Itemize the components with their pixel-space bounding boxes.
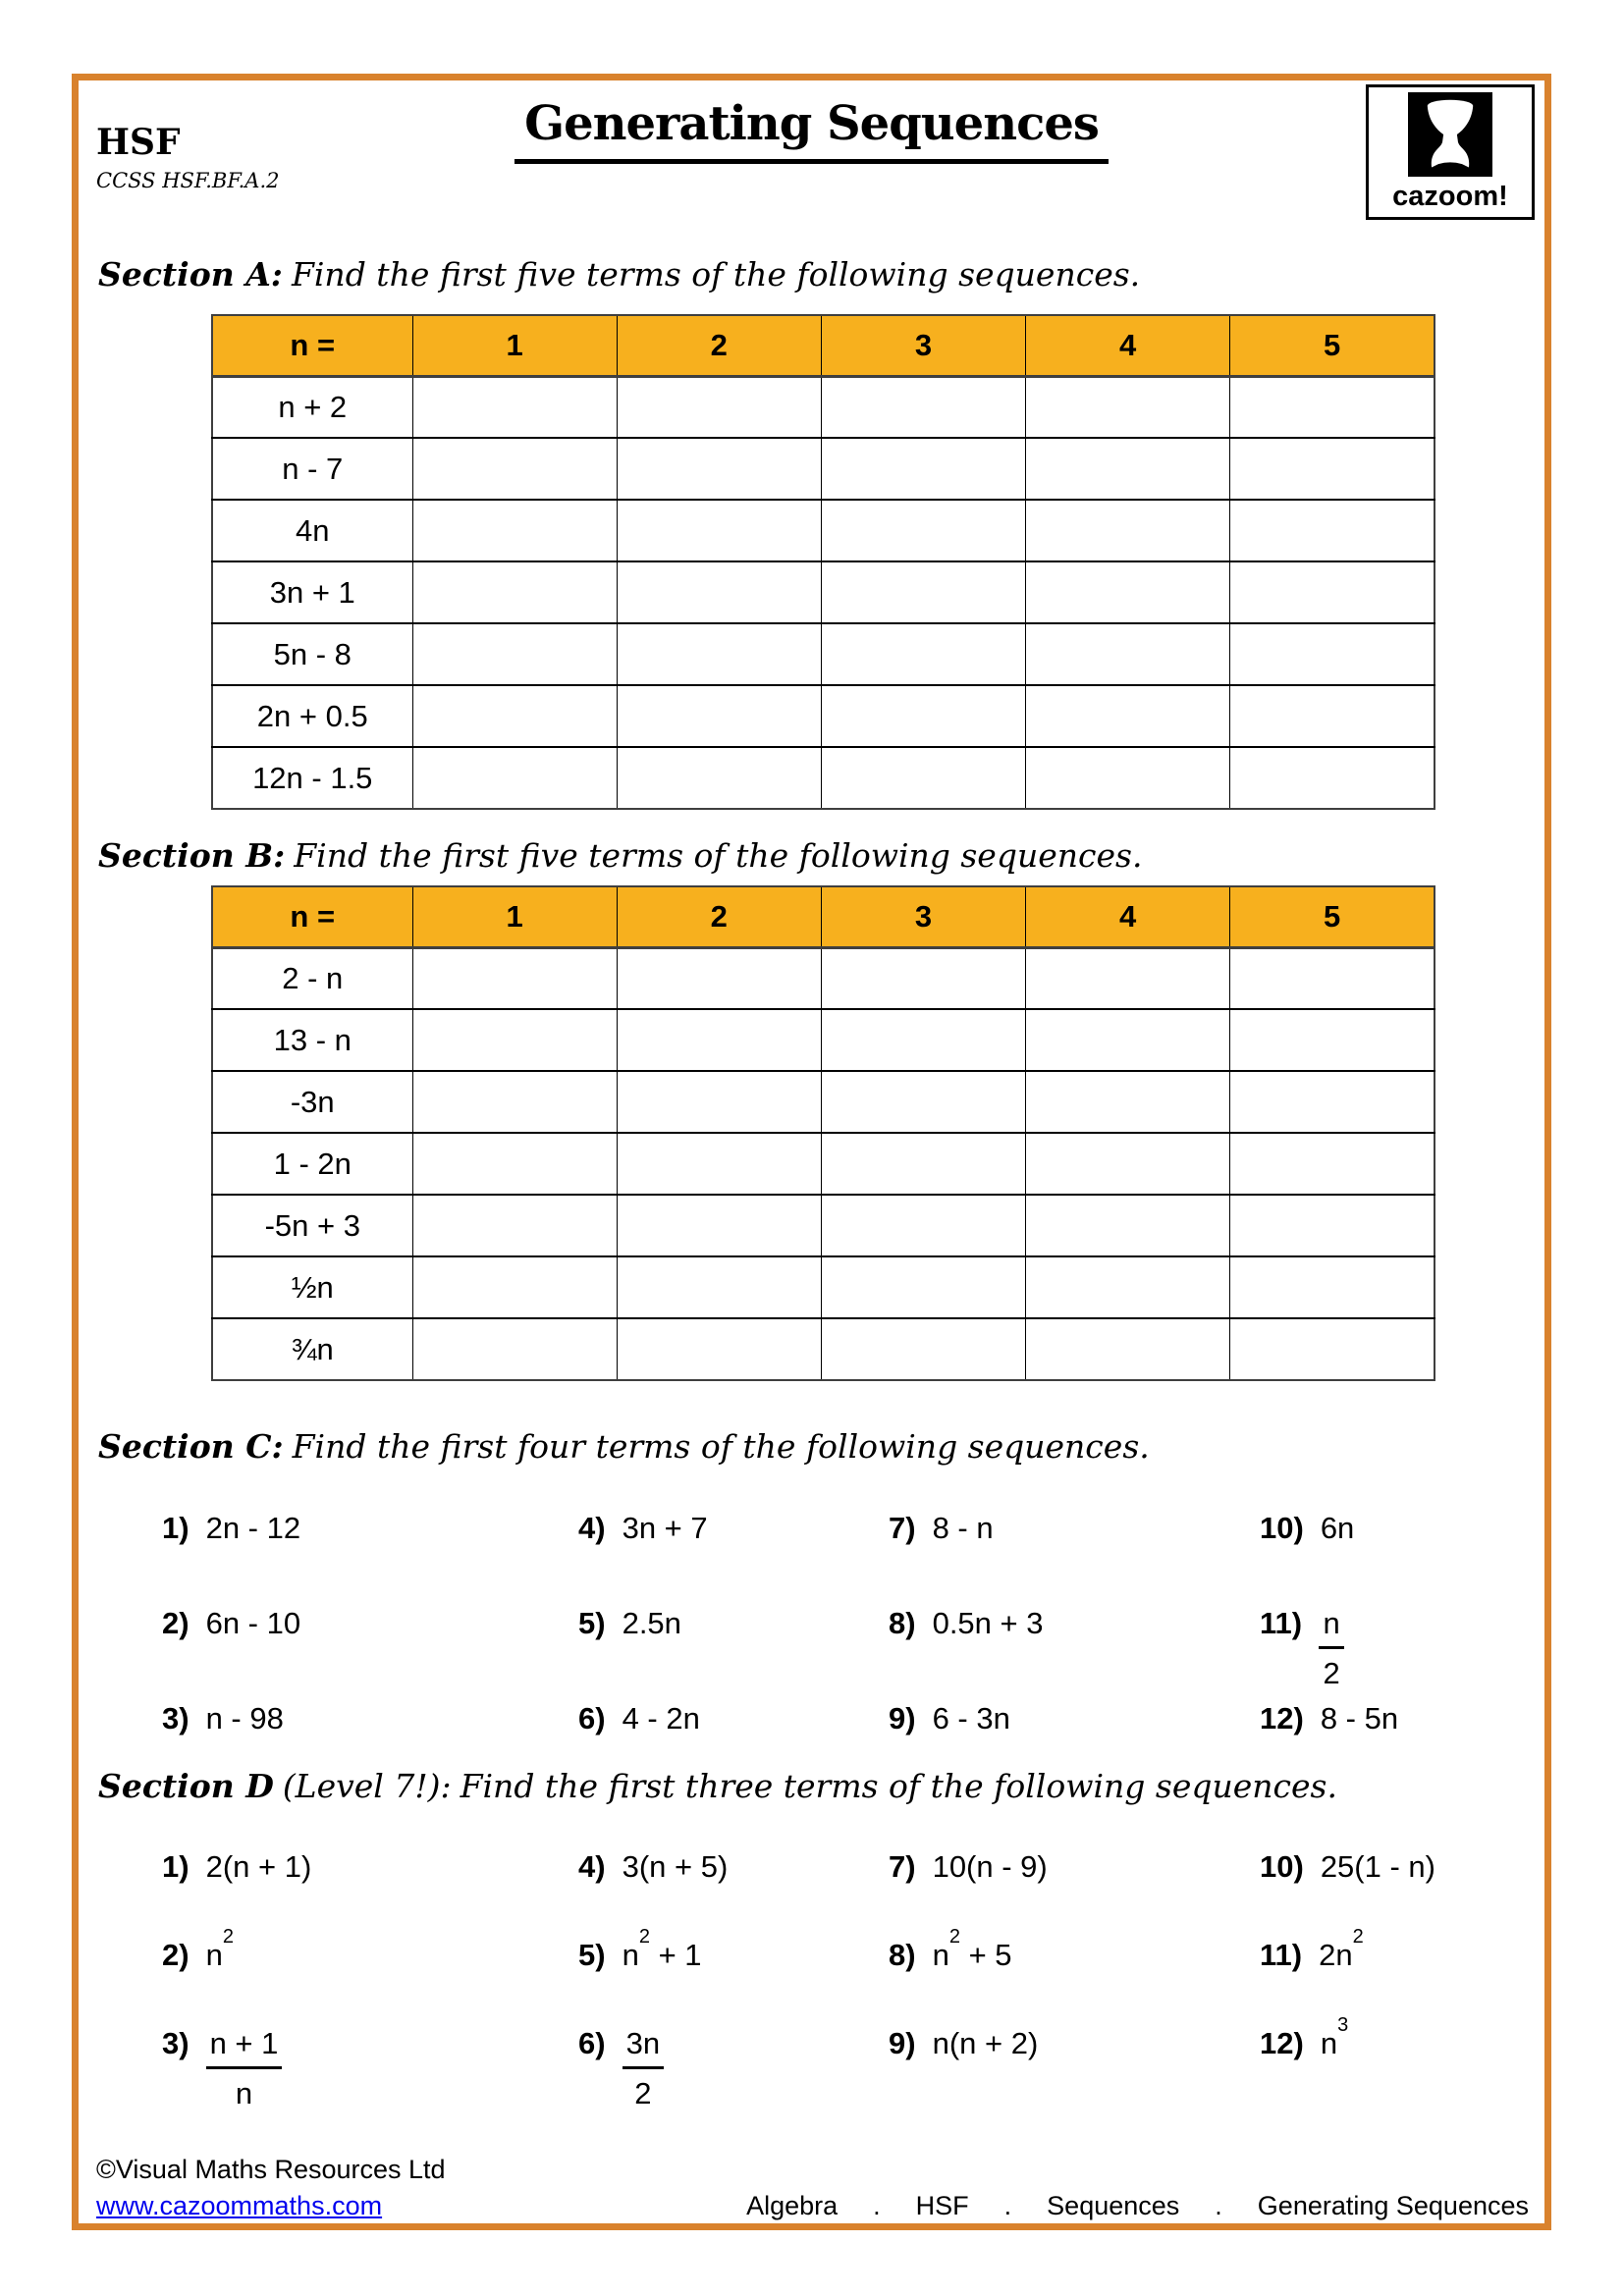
problem-expression: 2.5n xyxy=(622,1606,681,1640)
section-c-problems xyxy=(162,1511,1556,1796)
problem-number: 1) xyxy=(162,1511,189,1545)
problem-number: 3) xyxy=(162,2026,189,2060)
djembe-drum-icon xyxy=(1408,91,1492,178)
section-d-instruction: Find the first three terms of the following sequences. xyxy=(460,1767,1337,1805)
sequence-rule-cell: 5n - 8 xyxy=(212,623,412,685)
problem-expression: 3(n + 5) xyxy=(622,1849,729,1884)
power-suffix: + 5 xyxy=(959,1938,1012,1972)
answer-cell xyxy=(412,747,617,809)
section-b-label: Section B: xyxy=(98,836,286,875)
answer-cell xyxy=(617,1195,821,1256)
problem-d-5 xyxy=(578,1925,889,2026)
answer-cell xyxy=(412,685,617,747)
sequence-rule-cell: 4n xyxy=(212,500,412,561)
sequence-rule-cell: n - 7 xyxy=(212,438,412,500)
answer-cell xyxy=(412,438,617,500)
sequence-rule-cell: ¾n xyxy=(212,1318,412,1380)
answer-cell xyxy=(1026,500,1230,561)
problem-d-3 xyxy=(162,2026,578,2114)
answer-cell xyxy=(821,623,1025,685)
logo-text: cazoom! xyxy=(1392,181,1508,212)
power-exponent: 3 xyxy=(1337,2013,1349,2036)
problem-d-2 xyxy=(162,1925,578,2026)
answer-cell xyxy=(1230,438,1435,500)
answer-cell xyxy=(1026,376,1230,438)
problem-number: 2) xyxy=(162,1938,189,1972)
table-row xyxy=(212,1195,1435,1256)
table-row xyxy=(212,1009,1435,1071)
sequence-rule-cell: ½n xyxy=(212,1256,412,1318)
problem-c-1 xyxy=(162,1511,578,1606)
page-title: Generating Sequences xyxy=(514,96,1109,164)
answer-cell xyxy=(412,1071,617,1133)
section-d-label: Section D xyxy=(98,1767,274,1805)
power-suffix: + 1 xyxy=(649,1938,702,1972)
power-base: n xyxy=(622,1938,639,1972)
section-b-table xyxy=(211,885,1435,1381)
sequence-rule-cell: n + 2 xyxy=(212,376,412,438)
sequence-rule-cell: -3n xyxy=(212,1071,412,1133)
table-row xyxy=(212,1256,1435,1318)
section-c-heading xyxy=(98,1427,1150,1466)
answer-cell xyxy=(412,1009,617,1071)
answer-cell xyxy=(617,1009,821,1071)
table-row xyxy=(212,623,1435,685)
problem-d-7 xyxy=(889,1849,1260,1938)
answer-cell xyxy=(1230,1071,1435,1133)
problem-number: 12) xyxy=(1260,1701,1304,1735)
problem-expression: 2n - 12 xyxy=(205,1511,301,1545)
problem-c-11 xyxy=(1260,1606,1535,1701)
answer-cell xyxy=(1026,747,1230,809)
answer-cell xyxy=(821,438,1025,500)
answer-cell xyxy=(1026,1318,1230,1380)
worksheet-frame xyxy=(72,74,1551,2230)
problem-expression: 6 - 3n xyxy=(932,1701,1010,1735)
table-header-cell: 5 xyxy=(1230,886,1435,947)
problem-expression: 8 - 5n xyxy=(1320,1701,1399,1735)
answer-cell xyxy=(1230,376,1435,438)
table-row xyxy=(212,747,1435,809)
power-base: 2n xyxy=(1319,1938,1353,1972)
table-row xyxy=(212,500,1435,561)
answer-cell xyxy=(617,1256,821,1318)
answer-cell xyxy=(617,685,821,747)
problem-d-1 xyxy=(162,1849,578,1938)
sequence-rule-cell: 3n + 1 xyxy=(212,561,412,623)
problem-expression: n(n + 2) xyxy=(932,2026,1039,2060)
table-header-cell: 2 xyxy=(617,886,821,947)
problem-number: 1) xyxy=(162,1849,189,1884)
problem-c-10 xyxy=(1260,1511,1535,1606)
answer-cell xyxy=(412,947,617,1009)
table-header-row xyxy=(212,315,1435,376)
table-row xyxy=(212,947,1435,1009)
problem-c-5 xyxy=(578,1606,889,1701)
problem-number: 3) xyxy=(162,1701,189,1735)
footer xyxy=(96,2155,1529,2221)
problem-d-10 xyxy=(1260,1849,1535,1938)
answer-cell xyxy=(1230,1256,1435,1318)
level-code: HSF xyxy=(96,122,181,163)
problem-c-2 xyxy=(162,1606,578,1701)
section-b-instruction: Find the first five terms of the following sequences. xyxy=(294,836,1143,875)
table-header-cell: n = xyxy=(212,315,412,376)
problem-expression: 8 - n xyxy=(932,1511,994,1545)
answer-cell xyxy=(1230,1195,1435,1256)
answer-cell xyxy=(821,947,1025,1009)
answer-cell xyxy=(1026,1256,1230,1318)
sequence-rule-cell: 12n - 1.5 xyxy=(212,747,412,809)
answer-cell xyxy=(1230,685,1435,747)
answer-cell xyxy=(412,1195,617,1256)
problem-d-8 xyxy=(889,1925,1260,2026)
problem-number: 9) xyxy=(889,1701,916,1735)
sequence-rule-cell: 2n + 0.5 xyxy=(212,685,412,747)
problem-expression: 2(n + 1) xyxy=(205,1849,312,1884)
answer-cell xyxy=(821,1256,1025,1318)
answer-cell xyxy=(617,500,821,561)
section-a-label: Section A: xyxy=(98,255,283,294)
table-header-cell: 2 xyxy=(617,315,821,376)
sequence-rule-cell: 2 - n xyxy=(212,947,412,1009)
fraction-denominator: 2 xyxy=(1323,1656,1340,1690)
problem-number: 10) xyxy=(1260,1511,1304,1545)
section-d-heading xyxy=(98,1767,1337,1805)
title-wrap xyxy=(79,96,1544,164)
problem-c-8 xyxy=(889,1606,1260,1701)
problem-expression: 3n + 7 xyxy=(622,1511,708,1545)
answer-cell xyxy=(617,438,821,500)
table-row xyxy=(212,438,1435,500)
answer-cell xyxy=(1026,561,1230,623)
problem-expression: 6n - 10 xyxy=(205,1606,301,1640)
problem-number: 7) xyxy=(889,1849,916,1884)
table-header-row xyxy=(212,886,1435,947)
breadcrumb-item: HSF xyxy=(915,2191,969,2220)
table-header-cell: 3 xyxy=(821,315,1025,376)
fraction-denominator: 2 xyxy=(634,2076,652,2110)
problem-number: 5) xyxy=(578,1938,606,1972)
table-row xyxy=(212,1133,1435,1195)
answer-cell xyxy=(821,1071,1025,1133)
answer-cell xyxy=(617,747,821,809)
answer-cell xyxy=(1230,947,1435,1009)
answer-cell xyxy=(412,1133,617,1195)
fraction-expression xyxy=(206,2026,283,2111)
website-link[interactable]: www.cazoommaths.com xyxy=(96,2191,383,2220)
power-expression xyxy=(932,1925,1012,1973)
answer-cell xyxy=(412,1318,617,1380)
answer-cell xyxy=(412,561,617,623)
answer-cell xyxy=(821,561,1025,623)
fraction-numerator: n xyxy=(1319,1606,1344,1649)
breadcrumb-separator: . xyxy=(1215,2191,1222,2220)
answer-cell xyxy=(1230,623,1435,685)
table-row xyxy=(212,561,1435,623)
problem-number: 11) xyxy=(1260,1606,1303,1640)
breadcrumb-item: Algebra xyxy=(746,2191,839,2220)
answer-cell xyxy=(821,685,1025,747)
copyright-text: ©Visual Maths Resources Ltd xyxy=(96,2155,446,2184)
table-header-cell: n = xyxy=(212,886,412,947)
power-exponent: 2 xyxy=(1352,1925,1364,1948)
breadcrumb-item: Sequences xyxy=(1047,2191,1180,2220)
problem-number: 6) xyxy=(578,1701,606,1735)
power-base: n xyxy=(1320,2026,1338,2060)
answer-cell xyxy=(1026,1195,1230,1256)
problem-number: 10) xyxy=(1260,1849,1304,1884)
power-exponent: 2 xyxy=(638,1925,650,1948)
answer-cell xyxy=(1230,1133,1435,1195)
ccss-standard: CCSS HSF.BF.A.2 xyxy=(96,168,280,192)
sequence-rule-cell: 13 - n xyxy=(212,1009,412,1071)
answer-cell xyxy=(821,500,1025,561)
power-exponent: 2 xyxy=(222,1925,234,1948)
answer-cell xyxy=(821,1133,1025,1195)
power-expression xyxy=(205,1925,234,1973)
power-base: n xyxy=(205,1938,223,1972)
answer-cell xyxy=(1230,1318,1435,1380)
problem-expression: 25(1 - n) xyxy=(1320,1849,1435,1884)
answer-cell xyxy=(1230,1009,1435,1071)
answer-cell xyxy=(412,376,617,438)
answer-cell xyxy=(617,1133,821,1195)
section-d-problems xyxy=(162,1849,1556,2114)
table-row xyxy=(212,376,1435,438)
answer-cell xyxy=(617,947,821,1009)
sequence-rule-cell: -5n + 3 xyxy=(212,1195,412,1256)
table-header-cell: 4 xyxy=(1026,886,1230,947)
footer-left xyxy=(96,2155,446,2221)
answer-cell xyxy=(617,623,821,685)
problem-d-11 xyxy=(1260,1925,1535,2026)
table-header-cell: 5 xyxy=(1230,315,1435,376)
section-a-instruction: Find the first five terms of the following sequences. xyxy=(291,255,1141,294)
answer-cell xyxy=(1026,947,1230,1009)
problem-number: 11) xyxy=(1260,1938,1303,1972)
table-row xyxy=(212,1071,1435,1133)
problem-c-7 xyxy=(889,1511,1260,1606)
cazoom-logo xyxy=(1366,84,1535,220)
answer-cell xyxy=(412,1256,617,1318)
power-expression xyxy=(622,1925,702,1973)
power-base: n xyxy=(932,1938,949,1972)
problem-number: 4) xyxy=(578,1849,606,1884)
answer-cell xyxy=(617,1318,821,1380)
section-d-note: (Level 7!): xyxy=(282,1767,452,1805)
power-expression xyxy=(1320,2013,1349,2061)
answer-cell xyxy=(1026,1133,1230,1195)
problem-d-4 xyxy=(578,1849,889,1938)
answer-cell xyxy=(617,376,821,438)
problem-number: 7) xyxy=(889,1511,916,1545)
answer-cell xyxy=(1026,623,1230,685)
fraction-expression xyxy=(1319,1606,1344,1691)
answer-cell xyxy=(1026,438,1230,500)
answer-cell xyxy=(617,1071,821,1133)
table-header-cell: 1 xyxy=(412,315,617,376)
answer-cell xyxy=(617,561,821,623)
problem-d-6 xyxy=(578,2026,889,2114)
breadcrumb-item: Generating Sequences xyxy=(1257,2191,1529,2220)
answer-cell xyxy=(821,1318,1025,1380)
sequence-rule-cell: 1 - 2n xyxy=(212,1133,412,1195)
fraction-numerator: 3n xyxy=(623,2026,664,2069)
answer-cell xyxy=(1230,500,1435,561)
problem-number: 8) xyxy=(889,1606,916,1640)
table-row xyxy=(212,685,1435,747)
breadcrumb-separator: . xyxy=(1003,2191,1012,2220)
table-header-cell: 1 xyxy=(412,886,617,947)
table-header-cell: 4 xyxy=(1026,315,1230,376)
answer-cell xyxy=(412,500,617,561)
problem-expression: 10(n - 9) xyxy=(932,1849,1048,1884)
problem-c-4 xyxy=(578,1511,889,1606)
problem-number: 4) xyxy=(578,1511,606,1545)
answer-cell xyxy=(1230,747,1435,809)
problem-number: 9) xyxy=(889,2026,916,2060)
problem-number: 5) xyxy=(578,1606,606,1640)
section-b-heading xyxy=(98,836,1142,875)
fraction-expression xyxy=(623,2026,664,2111)
answer-cell xyxy=(821,1009,1025,1071)
section-a-heading xyxy=(98,255,1140,294)
answer-cell xyxy=(821,376,1025,438)
answer-cell xyxy=(1026,1071,1230,1133)
fraction-numerator: n + 1 xyxy=(206,2026,283,2069)
answer-cell xyxy=(412,623,617,685)
problem-expression: 6n xyxy=(1320,1511,1355,1545)
breadcrumb xyxy=(746,2191,1529,2221)
table-header-cell: 3 xyxy=(821,886,1025,947)
power-expression xyxy=(1319,1925,1364,1973)
answer-cell xyxy=(821,1195,1025,1256)
answer-cell xyxy=(1026,1009,1230,1071)
answer-cell xyxy=(1026,685,1230,747)
section-c-instruction: Find the first four terms of the following sequences. xyxy=(292,1427,1150,1466)
problem-expression: 0.5n + 3 xyxy=(932,1606,1044,1640)
problem-d-12 xyxy=(1260,2013,1535,2114)
section-a-table xyxy=(211,314,1435,810)
problem-number: 12) xyxy=(1260,2026,1304,2060)
problem-expression: n - 98 xyxy=(205,1701,284,1735)
problem-number: 6) xyxy=(578,2026,606,2060)
problem-number: 8) xyxy=(889,1938,916,1972)
section-c-label: Section C: xyxy=(98,1427,284,1466)
power-exponent: 2 xyxy=(948,1925,960,1948)
answer-cell xyxy=(821,747,1025,809)
answer-cell xyxy=(1230,561,1435,623)
table-row xyxy=(212,1318,1435,1380)
breadcrumb-separator: . xyxy=(873,2191,881,2220)
problem-d-9 xyxy=(889,2026,1260,2114)
problem-number: 2) xyxy=(162,1606,189,1640)
problem-expression: 4 - 2n xyxy=(622,1701,700,1735)
fraction-denominator: n xyxy=(235,2076,253,2110)
